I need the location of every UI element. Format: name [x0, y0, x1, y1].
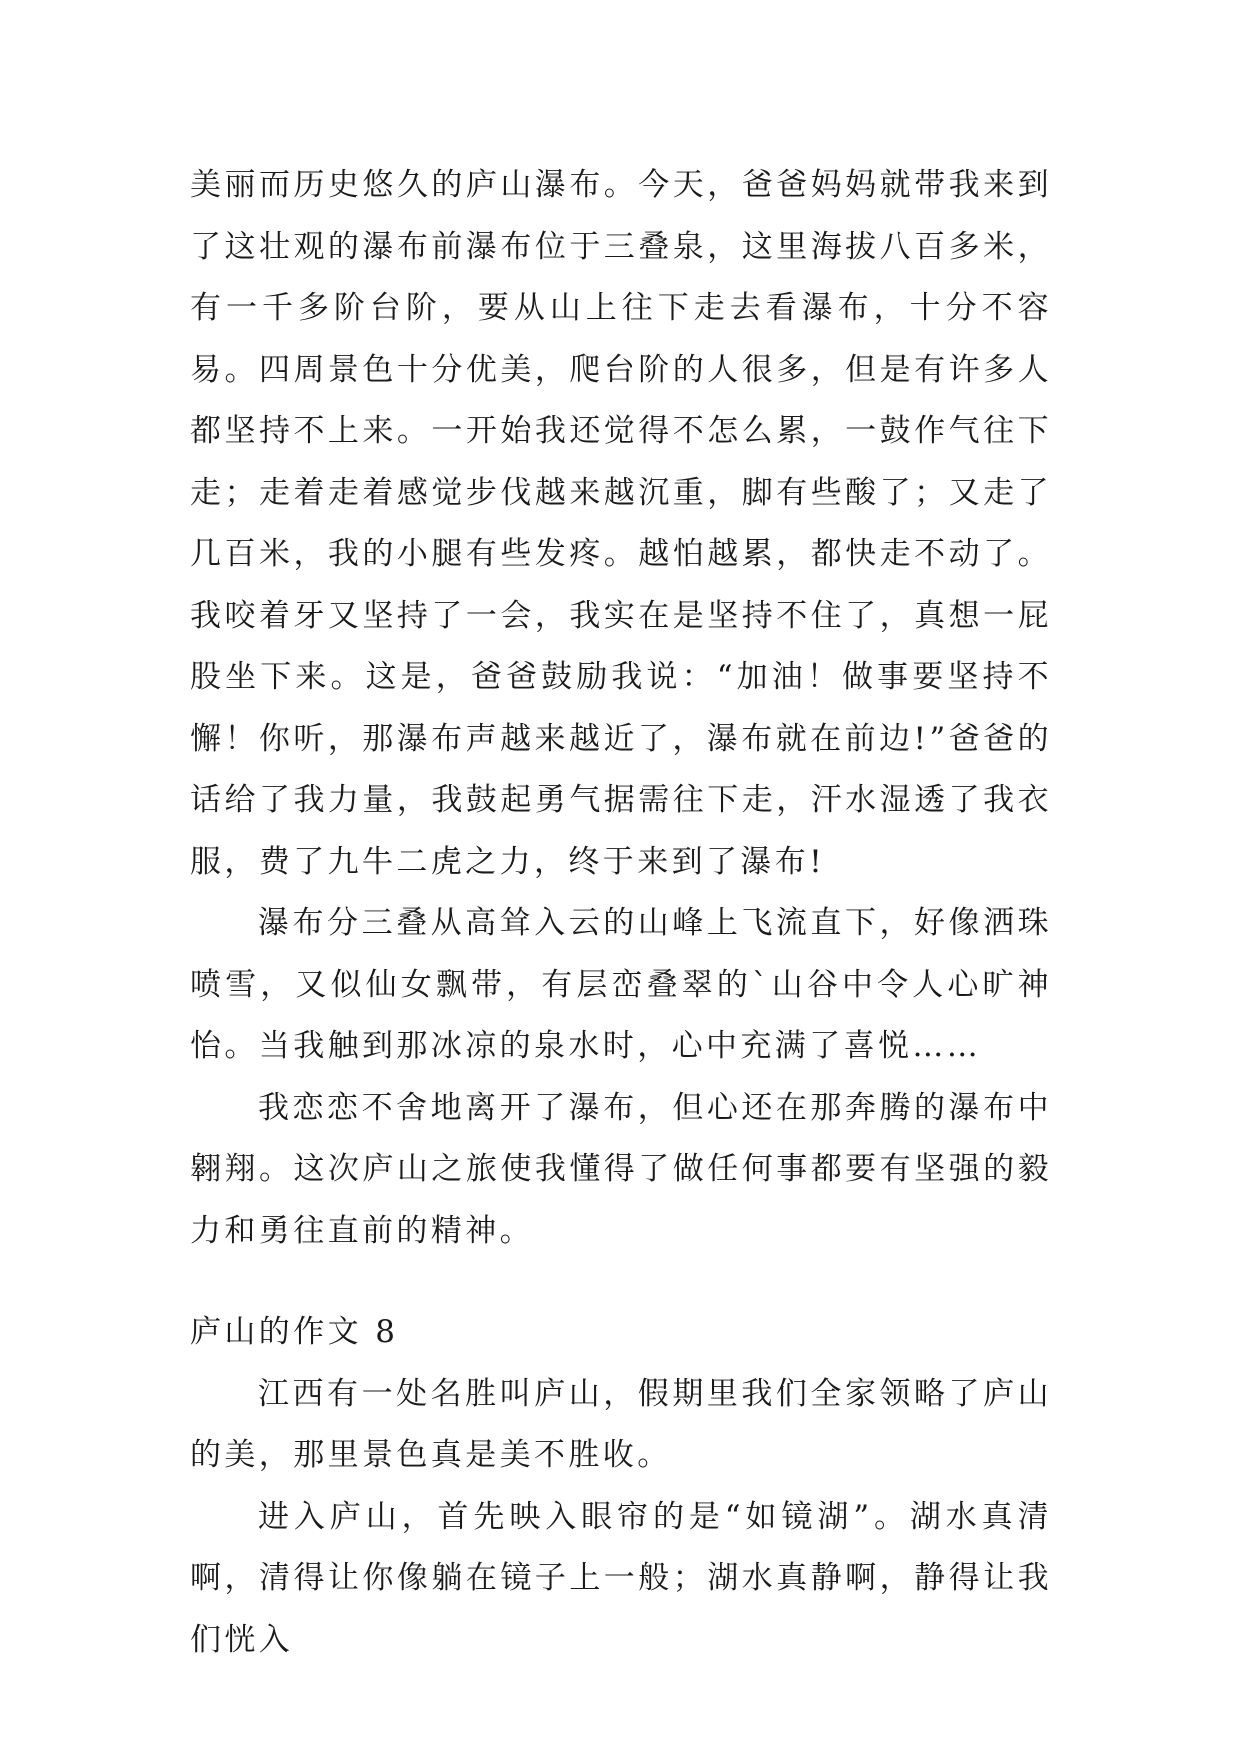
- paragraph-mirror-lake: 进入庐山，首先映入眼帘的是“如镜湖”。湖水真清啊，清得让你像躺在镜子上一般；湖水真静啊，静得让我们恍入: [190, 1498, 1052, 1658]
- paragraph-waterfall-journey: 美丽而历史悠久的庐山瀑布。今天，爸爸妈妈就带我来到了这壮观的瀑布前瀑布位于三叠泉，这里海拔八百多米，有一千多阶台阶，要从山上往下走去看瀑布，十分不容易。四周景色十分优美，爬台阶的人很多，但是有许多人都坚持不上来。一开始我还觉得不怎么累，一鼓作气往下走；走着走着感觉步伐越来越沉重，脚有些酸了；又走了几百米，我的小腿有些发疼。越怕越累，都快走不动了。我咬着牙又坚持了一会，我实在是坚持不住了，真想一屁股坐下来。这是，爸爸鼓励我说：“加油！做事要坚持不懈！你听，那瀑布声越来越近了，瀑布就在前边!”爸爸的话给了我力量，我鼓起勇气据需往下走，汗水湿透了我衣服，费了九牛二虎之力，终于来到了瀑布!: [190, 167, 1052, 880]
- paragraph-intro-lushan: 江西有一处名胜叫庐山，假期里我们全家领略了庐山的美，那里景色真是美不胜收。: [190, 1375, 1052, 1473]
- paragraph-reflection: 我恋恋不舍地离开了瀑布，但心还在那奔腾的瀑布中翱翔。这次庐山之旅使我懂得了做任何事都要有坚强的毅力和勇往直前的精神。: [190, 1089, 1052, 1249]
- document-body: [190, 155, 1052, 1671]
- section-spacer: [190, 1262, 1052, 1302]
- section-title: 庐山的作文 8: [190, 1314, 399, 1350]
- paragraph-waterfall-description: 瀑布分三叠从高耸入云的山峰上飞流直下，好像洒珠喷雪，又似仙女飘带，有层峦叠翠的`山谷中令人心旷神怡。当我触到那冰凉的泉水时，心中充满了喜悦……: [190, 905, 1052, 1064]
